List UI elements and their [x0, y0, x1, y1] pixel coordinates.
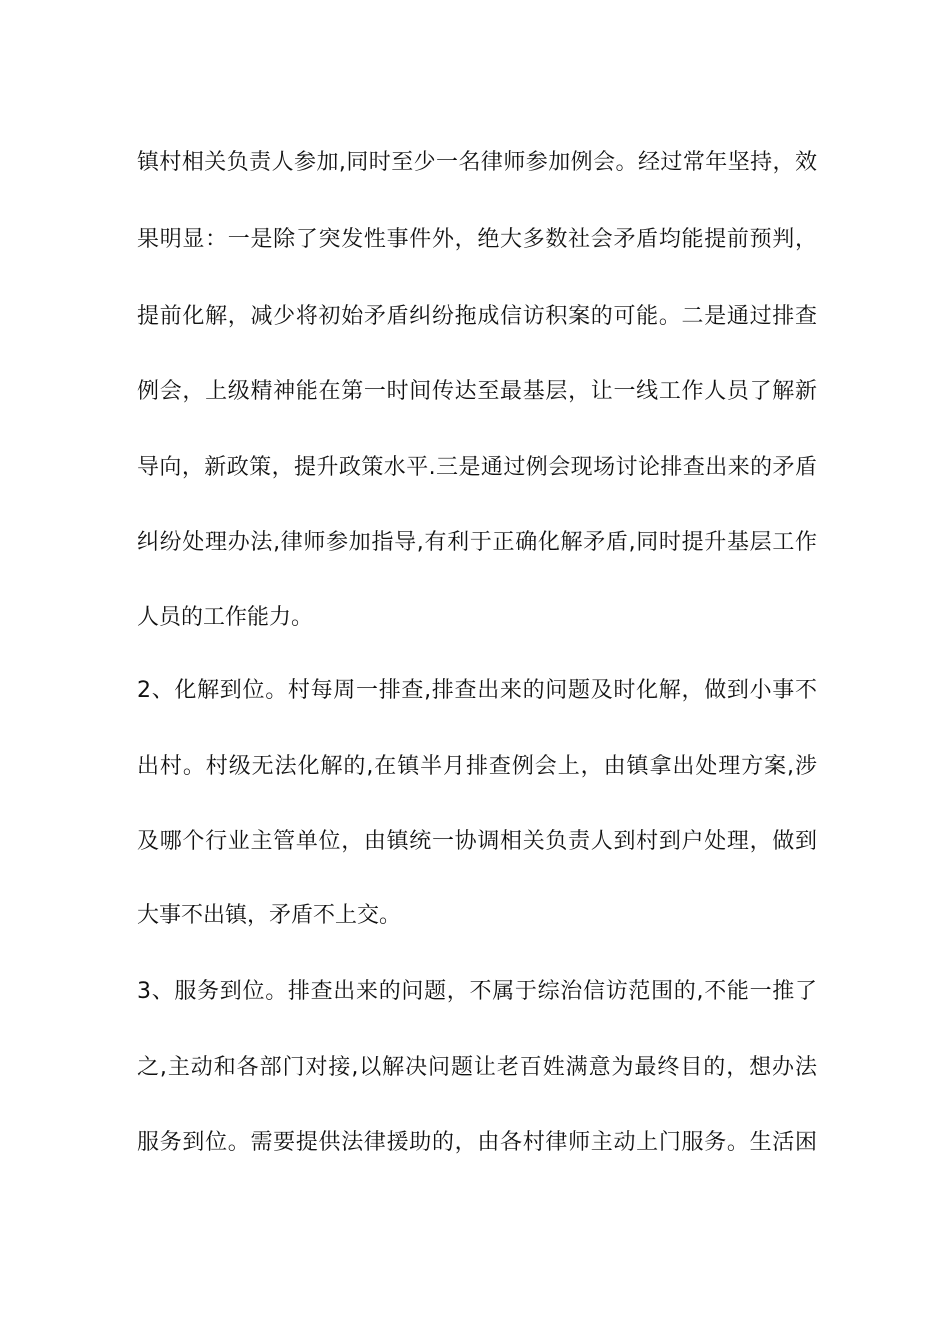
text-line: 之,主动和各部门对接,以解决问题让老百姓满意为最终目的，想办法 [137, 1055, 817, 1080]
text-line: 及哪个行业主管单位，由镇统一协调相关负责人到村到户处理，做到 [137, 829, 817, 854]
text-line: 例会，上级精神能在第一时间传达至最基层，让一线工作人员了解新 [137, 379, 817, 404]
text-line: 果明显：一是除了突发性事件外，绝大多数社会矛盾均能提前预判， [137, 227, 817, 252]
text-line: 镇村相关负责人参加,同时至少一名律师参加例会。经过常年坚持，效 [137, 150, 817, 175]
text-line: 纠纷处理办法,律师参加指导,有利于正确化解矛盾,同时提升基层工作 [137, 530, 817, 555]
text-line: 3、服务到位。排查出来的问题，不属于综治信访范围的,不能一推了 [137, 979, 817, 1004]
text-line: 提前化解，减少将初始矛盾纠纷拖成信访积案的可能。二是通过排查 [137, 304, 817, 329]
text-line: 服务到位。需要提供法律援助的，由各村律师主动上门服务。生活困 [137, 1130, 817, 1155]
text-line: 人员的工作能力。 [137, 605, 314, 630]
text-line: 2、化解到位。村每周一排查,排查出来的问题及时化解，做到小事不 [137, 678, 817, 703]
text-line: 导向，新政策，提升政策水平.三是通过例会现场讨论排查出来的矛盾 [137, 455, 817, 480]
text-line: 大事不出镇，矛盾不上交。 [137, 903, 402, 928]
text-line: 出村。村级无法化解的,在镇半月排查例会上，由镇拿出处理方案,涉 [137, 754, 817, 779]
